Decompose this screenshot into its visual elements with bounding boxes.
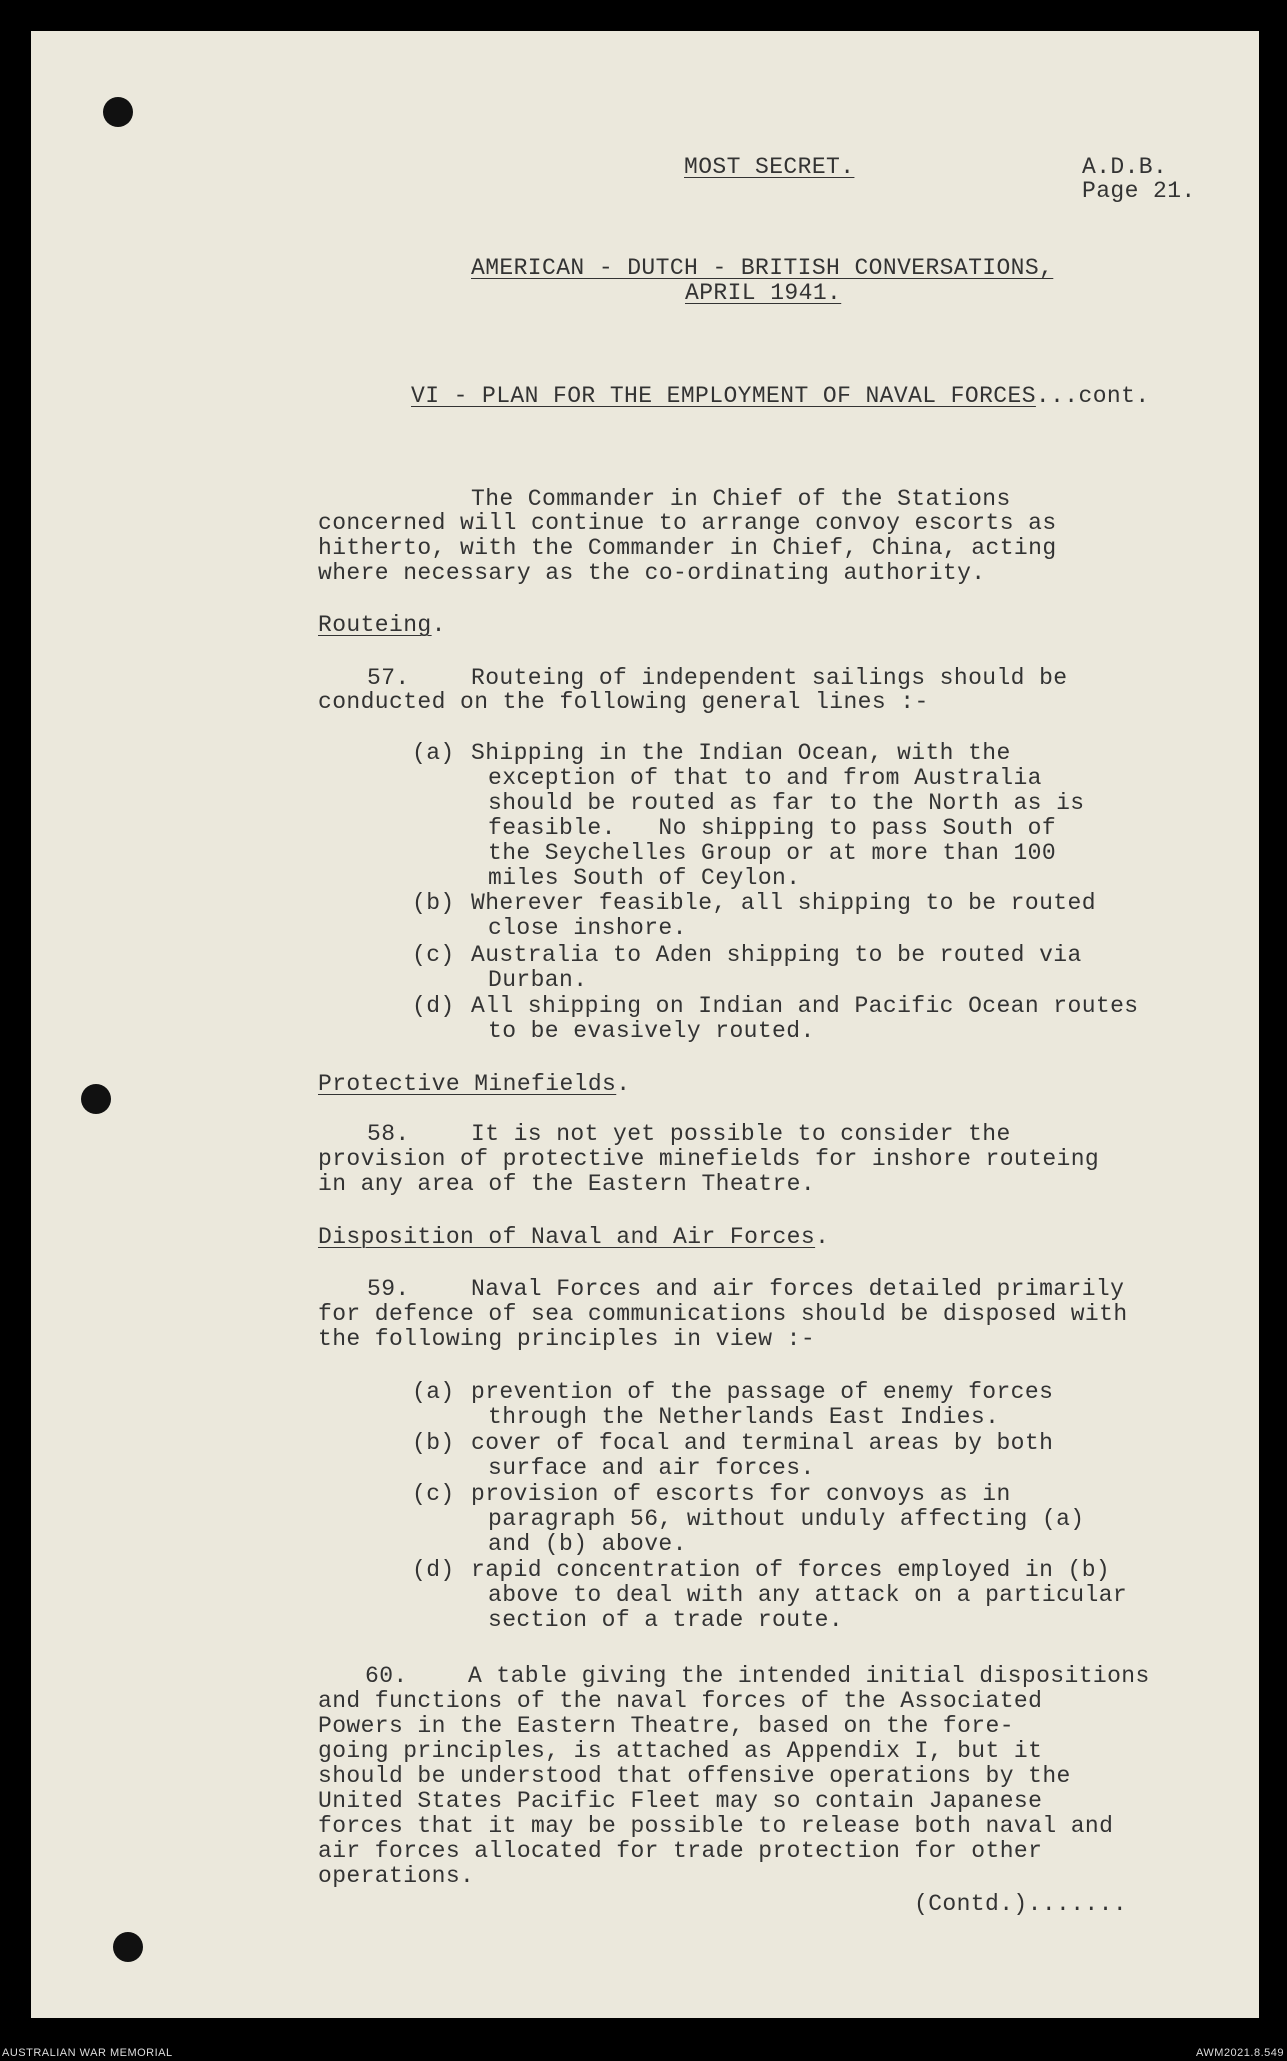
p60-line: Powers in the Eastern Theatre, based on the fore- xyxy=(318,1713,1014,1739)
minefields-heading-text: Protective Minefields xyxy=(318,1071,617,1097)
item-line: through the Netherlands East Indies. xyxy=(488,1404,1000,1430)
p58-line: in any area of the Eastern Theatre. xyxy=(318,1171,816,1197)
document-ref: A.D.B. xyxy=(1082,154,1168,180)
section-heading xyxy=(411,384,1150,409)
item-label: (b) xyxy=(412,1430,455,1456)
p60-line: should be understood that offensive operations by the xyxy=(318,1763,1071,1789)
continued-marker: (Contd.)....... xyxy=(914,1891,1128,1917)
item-label: (c) xyxy=(412,1481,455,1507)
footer-accession: AWM2021.8.549 xyxy=(1195,2047,1284,2059)
item-line: Wherever feasible, all shipping to be routed xyxy=(471,890,1096,916)
item-line: the Seychelles Group or at more than 100 xyxy=(488,840,1057,866)
item-line: and (b) above. xyxy=(488,1531,687,1557)
item-line: above to deal with any attack on a particular xyxy=(488,1582,1128,1608)
document-title: AMERICAN - DUTCH - BRITISH CONVERSATIONS, xyxy=(471,255,1054,281)
item-line: All shipping on Indian and Pacific Ocean routes xyxy=(471,993,1139,1019)
item-label: (d) xyxy=(412,993,455,1019)
p60-line: operations. xyxy=(318,1863,475,1889)
item-label: (d) xyxy=(412,1557,455,1583)
intro-line: concerned will continue to arrange convoy escorts as xyxy=(318,510,1057,536)
disposition-heading-text: Disposition of Naval and Air Forces xyxy=(318,1224,816,1250)
item-line: feasible. No shipping to pass South of xyxy=(488,815,1057,841)
paragraph-number: 57. xyxy=(367,665,410,691)
p59-line: for defence of sea communications should be disposed with xyxy=(318,1301,1128,1327)
p60-line: A table giving the intended initial dispositions xyxy=(468,1663,1150,1689)
item-label: (a) xyxy=(412,1379,455,1405)
footer-source: AUSTRALIAN WAR MEMORIAL xyxy=(2,2047,173,2059)
item-line: Australia to Aden shipping to be routed via xyxy=(471,942,1082,968)
p60-line: and functions of the naval forces of the Associated xyxy=(318,1688,1043,1714)
p60-line: going principles, is attached as Appendix I, but it xyxy=(318,1738,1043,1764)
intro-line: hitherto, with the Commander in Chief, China, acting xyxy=(318,535,1057,561)
item-line: to be evasively routed. xyxy=(488,1018,815,1044)
routeing-heading-text: Routeing xyxy=(318,612,432,638)
item-line: cover of focal and terminal areas by both xyxy=(471,1430,1054,1456)
item-label: (c) xyxy=(412,942,455,968)
paragraph-number: 58. xyxy=(367,1121,410,1147)
p58-line: It is not yet possible to consider the xyxy=(471,1121,1011,1147)
section-heading-text: VI - PLAN FOR THE EMPLOYMENT OF NAVAL FORCES xyxy=(411,383,1036,409)
punch-hole xyxy=(81,1084,111,1114)
p59-line: Naval Forces and air forces detailed primarily xyxy=(471,1276,1125,1302)
item-line: exception of that to and from Australia xyxy=(488,765,1042,791)
p60-line: forces that it may be possible to release both naval and xyxy=(318,1813,1114,1839)
item-line: paragraph 56, without unduly affecting (a) xyxy=(488,1506,1085,1532)
document-date: APRIL 1941. xyxy=(685,280,842,306)
section-heading-suffix: ...cont. xyxy=(1035,383,1150,409)
item-line: Shipping in the Indian Ocean, with the xyxy=(471,740,1011,766)
item-line: surface and air forces. xyxy=(488,1455,815,1481)
classification-mark: MOST SECRET. xyxy=(684,154,855,180)
minefields-heading: Protective Minefields. xyxy=(318,1071,631,1097)
item-line: rapid concentration of forces employed in (b) xyxy=(471,1557,1111,1583)
p57-line: conducted on the following general lines :- xyxy=(318,689,929,715)
paragraph-number: 59. xyxy=(367,1276,410,1302)
item-line: should be routed as far to the North as is xyxy=(488,790,1085,816)
item-line: Durban. xyxy=(488,967,588,993)
item-label: (a) xyxy=(412,740,455,766)
item-line: prevention of the passage of enemy forces xyxy=(471,1379,1054,1405)
item-line: miles South of Ceylon. xyxy=(488,865,801,891)
p60-line: air forces allocated for trade protection for other xyxy=(318,1838,1043,1864)
item-label: (b) xyxy=(412,890,455,916)
punch-hole xyxy=(113,1932,143,1962)
routeing-heading: Routeing. xyxy=(318,612,446,638)
item-line: provision of escorts for convoys as in xyxy=(471,1481,1011,1507)
item-line: section of a trade route. xyxy=(488,1607,844,1633)
paragraph-number: 60. xyxy=(365,1663,408,1689)
page-number: Page 21. xyxy=(1082,178,1196,204)
punch-hole xyxy=(103,97,133,127)
intro-line: The Commander in Chief of the Stations xyxy=(471,486,1011,512)
p59-line: the following principles in view :- xyxy=(318,1326,816,1352)
intro-line: where necessary as the co-ordinating authority. xyxy=(318,560,986,586)
item-line: close inshore. xyxy=(488,915,687,941)
p60-line: United States Pacific Fleet may so contain Japanese xyxy=(318,1788,1043,1814)
disposition-heading: Disposition of Naval and Air Forces. xyxy=(318,1224,830,1250)
p57-line: Routeing of independent sailings should be xyxy=(471,665,1068,691)
p58-line: provision of protective minefields for inshore routeing xyxy=(318,1146,1100,1172)
